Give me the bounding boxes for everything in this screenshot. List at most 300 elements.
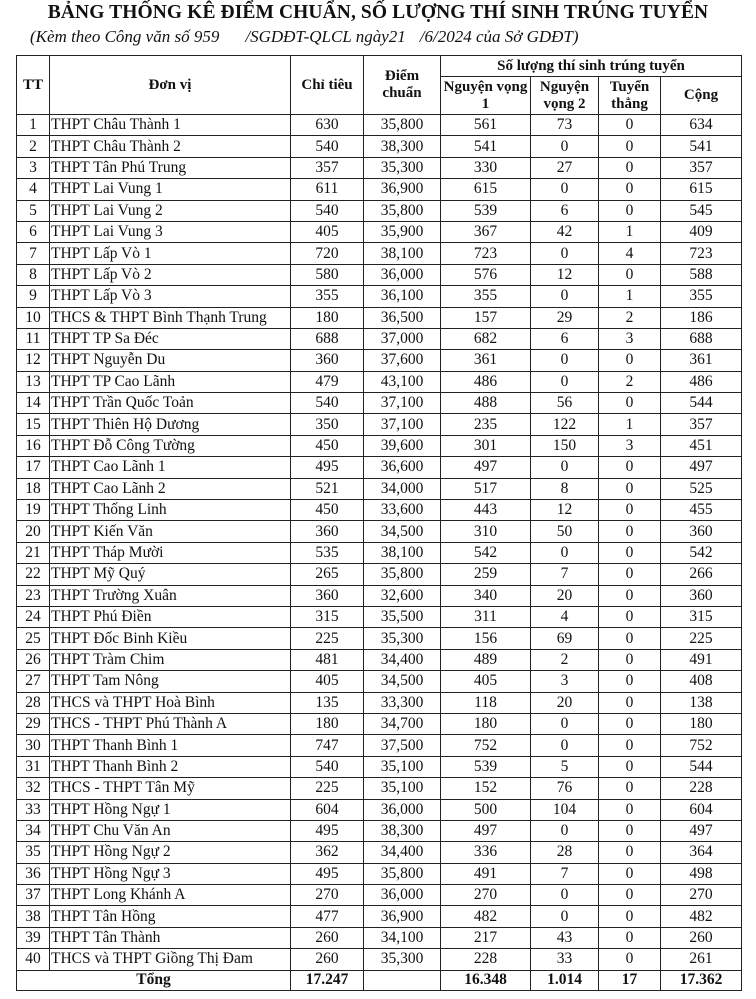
cell-nv1: 491 [441, 863, 531, 884]
cell-nv1: 497 [441, 457, 531, 478]
header-group-trung-tuyen: Số lượng thí sinh trúng tuyển [441, 56, 742, 77]
cell-nv2: 150 [531, 435, 599, 456]
cell-diem-chuan: 35,300 [364, 949, 441, 970]
cell-nv2: 33 [531, 949, 599, 970]
cell-tuyen-thang: 0 [599, 606, 661, 627]
cell-cong: 409 [661, 221, 742, 242]
table-row [17, 157, 742, 178]
total-label: Tổng [17, 970, 291, 990]
cell-don-vi: THPT Thanh Bình 1 [50, 735, 291, 756]
cell-nv2: 8 [531, 478, 599, 499]
cell-nv2: 0 [531, 735, 599, 756]
cell-nv1: 443 [441, 500, 531, 521]
table-row [17, 863, 742, 884]
cell-nv2: 20 [531, 692, 599, 713]
table-row [17, 435, 742, 456]
cell-cong: 266 [661, 564, 742, 585]
cell-nv2: 4 [531, 606, 599, 627]
cell-don-vi: THPT Tân Phú Trung [50, 157, 291, 178]
table-row [17, 628, 742, 649]
cell-diem-chuan: 39,600 [364, 435, 441, 456]
cell-don-vi: THPT Hồng Ngự 3 [50, 863, 291, 884]
cell-don-vi: THPT Tam Nông [50, 671, 291, 692]
cell-nv1: 486 [441, 371, 531, 392]
cell-tuyen-thang: 0 [599, 200, 661, 221]
cell-tuyen-thang: 0 [599, 115, 661, 136]
cell-diem-chuan: 37,100 [364, 393, 441, 414]
cell-tt: 21 [17, 542, 50, 563]
cell-cong: 225 [661, 628, 742, 649]
cell-nv1: 615 [441, 179, 531, 200]
cell-nv1: 752 [441, 735, 531, 756]
header-tuyen-thang-label: Tuyển thẳng [609, 78, 650, 112]
cell-don-vi: THPT Hồng Ngự 1 [50, 799, 291, 820]
cell-nv2: 12 [531, 264, 599, 285]
cell-cong: 544 [661, 393, 742, 414]
cell-tuyen-thang: 0 [599, 457, 661, 478]
cell-nv1: 361 [441, 350, 531, 371]
cell-tuyen-thang: 0 [599, 671, 661, 692]
cell-diem-chuan: 35,500 [364, 606, 441, 627]
cell-don-vi: THCS và THPT Hoà Bình [50, 692, 291, 713]
cell-chi-tieu: 225 [291, 628, 364, 649]
cell-cong: 270 [661, 885, 742, 906]
cell-don-vi: THPT Lấp Vò 1 [50, 243, 291, 264]
cell-tt: 17 [17, 457, 50, 478]
table-row [17, 500, 742, 521]
cell-nv2: 0 [531, 457, 599, 478]
cell-tuyen-thang: 0 [599, 949, 661, 970]
cell-tuyen-thang: 0 [599, 778, 661, 799]
cell-tt: 38 [17, 906, 50, 927]
cell-nv1: 157 [441, 307, 531, 328]
cell-nv2: 28 [531, 842, 599, 863]
cell-cong: 544 [661, 756, 742, 777]
cell-cong: 497 [661, 820, 742, 841]
cell-diem-chuan: 38,100 [364, 542, 441, 563]
cell-diem-chuan: 36,000 [364, 264, 441, 285]
cell-diem-chuan: 34,700 [364, 713, 441, 734]
cell-cong: 186 [661, 307, 742, 328]
cell-don-vi: THPT Lai Vung 1 [50, 179, 291, 200]
cell-nv2: 27 [531, 157, 599, 178]
cell-chi-tieu: 350 [291, 414, 364, 435]
cell-tuyen-thang: 0 [599, 820, 661, 841]
cell-diem-chuan: 36,000 [364, 799, 441, 820]
admission-stats-table [16, 55, 742, 991]
cell-chi-tieu: 540 [291, 756, 364, 777]
cell-diem-chuan: 34,400 [364, 842, 441, 863]
cell-nv1: 310 [441, 521, 531, 542]
table-row [17, 542, 742, 563]
table-row [17, 649, 742, 670]
cell-cong: 482 [661, 906, 742, 927]
cell-cong: 357 [661, 414, 742, 435]
cell-tuyen-thang: 1 [599, 286, 661, 307]
cell-chi-tieu: 260 [291, 927, 364, 948]
cell-chi-tieu: 360 [291, 521, 364, 542]
cell-diem-chuan: 35,800 [364, 200, 441, 221]
cell-nv2: 0 [531, 371, 599, 392]
cell-tuyen-thang: 1 [599, 414, 661, 435]
cell-tt: 32 [17, 778, 50, 799]
cell-nv2: 0 [531, 820, 599, 841]
cell-nv1: 539 [441, 200, 531, 221]
cell-nv1: 235 [441, 414, 531, 435]
cell-don-vi: THCS - THPT Tân Mỹ [50, 778, 291, 799]
cell-tt: 26 [17, 649, 50, 670]
cell-nv2: 50 [531, 521, 599, 542]
cell-tuyen-thang: 0 [599, 179, 661, 200]
total-cong: 17.362 [661, 970, 742, 990]
header-nv1-label: Nguyện vọng 1 [443, 78, 528, 112]
cell-nv1: 217 [441, 927, 531, 948]
table-row [17, 842, 742, 863]
cell-cong: 228 [661, 778, 742, 799]
cell-diem-chuan: 37,100 [364, 414, 441, 435]
cell-nv1: 488 [441, 393, 531, 414]
cell-diem-chuan: 36,900 [364, 179, 441, 200]
cell-nv2: 2 [531, 649, 599, 670]
cell-tt: 19 [17, 500, 50, 521]
cell-nv2: 104 [531, 799, 599, 820]
cell-nv1: 259 [441, 564, 531, 585]
cell-nv1: 482 [441, 906, 531, 927]
cell-tt: 29 [17, 713, 50, 734]
cell-don-vi: THPT Trần Quốc Toản [50, 393, 291, 414]
cell-tt: 8 [17, 264, 50, 285]
cell-cong: 752 [661, 735, 742, 756]
cell-tt: 23 [17, 585, 50, 606]
cell-nv2: 0 [531, 906, 599, 927]
cell-don-vi: THPT Đốc Binh Kiều [50, 628, 291, 649]
cell-chi-tieu: 495 [291, 863, 364, 884]
cell-chi-tieu: 630 [291, 115, 364, 136]
cell-cong: 634 [661, 115, 742, 136]
cell-chi-tieu: 540 [291, 136, 364, 157]
cell-chi-tieu: 450 [291, 435, 364, 456]
table-row [17, 564, 742, 585]
table-row [17, 115, 742, 136]
cell-tt: 20 [17, 521, 50, 542]
cell-tuyen-thang: 3 [599, 435, 661, 456]
cell-cong: 360 [661, 585, 742, 606]
cell-chi-tieu: 611 [291, 179, 364, 200]
total-nv2: 1.014 [531, 970, 599, 990]
cell-chi-tieu: 495 [291, 457, 364, 478]
cell-chi-tieu: 540 [291, 393, 364, 414]
cell-diem-chuan: 38,100 [364, 243, 441, 264]
cell-nv2: 76 [531, 778, 599, 799]
cell-tuyen-thang: 4 [599, 243, 661, 264]
cell-nv1: 541 [441, 136, 531, 157]
cell-tt: 39 [17, 927, 50, 948]
cell-tt: 12 [17, 350, 50, 371]
table-row [17, 927, 742, 948]
cell-diem-chuan: 33,600 [364, 500, 441, 521]
cell-nv2: 0 [531, 243, 599, 264]
cell-nv2: 0 [531, 542, 599, 563]
cell-cong: 355 [661, 286, 742, 307]
cell-nv2: 73 [531, 115, 599, 136]
cell-tt: 25 [17, 628, 50, 649]
cell-diem-chuan: 37,000 [364, 328, 441, 349]
cell-cong: 180 [661, 713, 742, 734]
cell-nv2: 56 [531, 393, 599, 414]
cell-nv2: 43 [531, 927, 599, 948]
cell-tt: 7 [17, 243, 50, 264]
cell-don-vi: THPT Thanh Bình 2 [50, 756, 291, 777]
cell-nv2: 42 [531, 221, 599, 242]
document-title: BẢNG THỐNG KÊ ĐIỂM CHUẨN, SỐ LƯỢNG THÍ SINH TRÚNG TUYỂN [47, 2, 709, 23]
table-row [17, 606, 742, 627]
cell-nv2: 12 [531, 500, 599, 521]
cell-tuyen-thang: 2 [599, 307, 661, 328]
table-row [17, 820, 742, 841]
table-row [17, 799, 742, 820]
cell-nv1: 682 [441, 328, 531, 349]
table-row [17, 286, 742, 307]
cell-diem-chuan: 35,100 [364, 778, 441, 799]
cell-tuyen-thang: 0 [599, 628, 661, 649]
cell-tt: 5 [17, 200, 50, 221]
cell-chi-tieu: 450 [291, 500, 364, 521]
cell-cong: 260 [661, 927, 742, 948]
cell-tuyen-thang: 0 [599, 842, 661, 863]
cell-cong: 455 [661, 500, 742, 521]
cell-tt: 2 [17, 136, 50, 157]
cell-cong: 688 [661, 328, 742, 349]
cell-tt: 14 [17, 393, 50, 414]
cell-don-vi: THCS - THPT Phú Thành A [50, 713, 291, 734]
cell-cong: 491 [661, 649, 742, 670]
cell-nv1: 156 [441, 628, 531, 649]
cell-cong: 498 [661, 863, 742, 884]
cell-don-vi: THPT Thống Linh [50, 500, 291, 521]
cell-nv1: 539 [441, 756, 531, 777]
cell-nv2: 20 [531, 585, 599, 606]
cell-diem-chuan: 36,900 [364, 906, 441, 927]
cell-diem-chuan: 43,100 [364, 371, 441, 392]
cell-tt: 28 [17, 692, 50, 713]
cell-chi-tieu: 315 [291, 606, 364, 627]
cell-nv2: 0 [531, 286, 599, 307]
cell-nv1: 542 [441, 542, 531, 563]
cell-tuyen-thang: 0 [599, 927, 661, 948]
cell-cong: 138 [661, 692, 742, 713]
table-row [17, 264, 742, 285]
header-cong: Cộng [661, 77, 742, 115]
table-row [17, 200, 742, 221]
cell-nv1: 517 [441, 478, 531, 499]
cell-nv2: 0 [531, 179, 599, 200]
table-row [17, 221, 742, 242]
cell-tt: 10 [17, 307, 50, 328]
cell-diem-chuan: 32,600 [364, 585, 441, 606]
header-chi-tieu: Chỉ tiêu [291, 56, 364, 115]
cell-tuyen-thang: 0 [599, 649, 661, 670]
cell-tuyen-thang: 0 [599, 863, 661, 884]
cell-tt: 36 [17, 863, 50, 884]
cell-chi-tieu: 360 [291, 350, 364, 371]
table-row [17, 906, 742, 927]
cell-nv1: 330 [441, 157, 531, 178]
total-chi-tieu: 17.247 [291, 970, 364, 990]
cell-tuyen-thang: 0 [599, 713, 661, 734]
table-row [17, 585, 742, 606]
cell-nv1: 723 [441, 243, 531, 264]
header-nv2 [531, 77, 599, 115]
cell-cong: 545 [661, 200, 742, 221]
header-tt: TT [17, 56, 50, 115]
cell-tt: 22 [17, 564, 50, 585]
total-nv1: 16.348 [441, 970, 531, 990]
cell-don-vi: THPT Đỗ Công Tường [50, 435, 291, 456]
cell-diem-chuan: 35,900 [364, 221, 441, 242]
cell-don-vi: THPT Thiên Hộ Dương [50, 414, 291, 435]
cell-don-vi: THPT Tràm Chim [50, 649, 291, 670]
header-diem-chuan-label: Điểm chuẩn [382, 68, 422, 101]
cell-don-vi: THPT Phú Điền [50, 606, 291, 627]
cell-nv1: 355 [441, 286, 531, 307]
cell-tuyen-thang: 0 [599, 585, 661, 606]
table-row [17, 371, 742, 392]
cell-chi-tieu: 357 [291, 157, 364, 178]
cell-tuyen-thang: 0 [599, 692, 661, 713]
cell-chi-tieu: 180 [291, 307, 364, 328]
cell-tuyen-thang: 0 [599, 885, 661, 906]
table-row [17, 949, 742, 970]
table-row [17, 885, 742, 906]
header-diem-chuan [364, 56, 441, 115]
table-row [17, 521, 742, 542]
cell-don-vi: THPT Cao Lãnh 1 [50, 457, 291, 478]
cell-cong: 361 [661, 350, 742, 371]
cell-nv1: 367 [441, 221, 531, 242]
cell-cong: 315 [661, 606, 742, 627]
cell-don-vi: THPT Cao Lãnh 2 [50, 478, 291, 499]
cell-chi-tieu: 265 [291, 564, 364, 585]
cell-chi-tieu: 405 [291, 221, 364, 242]
table-row [17, 692, 742, 713]
cell-tuyen-thang: 0 [599, 264, 661, 285]
cell-diem-chuan: 34,500 [364, 521, 441, 542]
cell-chi-tieu: 225 [291, 778, 364, 799]
cell-nv2: 3 [531, 671, 599, 692]
total-tuyen-thang: 17 [599, 970, 661, 990]
cell-diem-chuan: 35,800 [364, 115, 441, 136]
cell-tt: 34 [17, 820, 50, 841]
cell-cong: 588 [661, 264, 742, 285]
cell-cong: 541 [661, 136, 742, 157]
cell-don-vi: THPT Châu Thành 1 [50, 115, 291, 136]
cell-nv2: 0 [531, 136, 599, 157]
cell-don-vi: THPT TP Cao Lãnh [50, 371, 291, 392]
cell-chi-tieu: 270 [291, 885, 364, 906]
cell-chi-tieu: 481 [291, 649, 364, 670]
cell-diem-chuan: 36,500 [364, 307, 441, 328]
document-subtitle [30, 27, 579, 47]
cell-cong: 723 [661, 243, 742, 264]
cell-tt: 16 [17, 435, 50, 456]
cell-nv2: 0 [531, 350, 599, 371]
cell-diem-chuan: 36,600 [364, 457, 441, 478]
cell-cong: 364 [661, 842, 742, 863]
cell-nv1: 340 [441, 585, 531, 606]
cell-diem-chuan: 35,800 [364, 863, 441, 884]
cell-nv2: 5 [531, 756, 599, 777]
cell-nv1: 301 [441, 435, 531, 456]
cell-nv2: 122 [531, 414, 599, 435]
cell-nv1: 576 [441, 264, 531, 285]
table-row [17, 478, 742, 499]
cell-cong: 604 [661, 799, 742, 820]
cell-don-vi: THPT Kiến Văn [50, 521, 291, 542]
cell-don-vi: THPT Hồng Ngự 2 [50, 842, 291, 863]
table-row [17, 307, 742, 328]
cell-chi-tieu: 135 [291, 692, 364, 713]
cell-nv1: 270 [441, 885, 531, 906]
cell-tuyen-thang: 0 [599, 735, 661, 756]
cell-cong: 615 [661, 179, 742, 200]
table-row [17, 328, 742, 349]
cell-tuyen-thang: 3 [599, 328, 661, 349]
subtitle-part-3: /6/2024 của Sở GDĐT) [419, 27, 579, 46]
table-row [17, 414, 742, 435]
table-row [17, 457, 742, 478]
cell-chi-tieu: 477 [291, 906, 364, 927]
cell-cong: 408 [661, 671, 742, 692]
cell-don-vi: THPT Trường Xuân [50, 585, 291, 606]
cell-diem-chuan: 36,100 [364, 286, 441, 307]
cell-don-vi: THCS và THPT Giồng Thị Đam [50, 949, 291, 970]
cell-nv2: 69 [531, 628, 599, 649]
cell-nv1: 336 [441, 842, 531, 863]
cell-tuyen-thang: 0 [599, 564, 661, 585]
cell-chi-tieu: 747 [291, 735, 364, 756]
cell-tuyen-thang: 0 [599, 799, 661, 820]
cell-chi-tieu: 355 [291, 286, 364, 307]
cell-don-vi: THPT Tân Hồng [50, 906, 291, 927]
cell-cong: 525 [661, 478, 742, 499]
cell-diem-chuan: 37,600 [364, 350, 441, 371]
cell-don-vi: THPT Lấp Vò 2 [50, 264, 291, 285]
cell-diem-chuan: 35,800 [364, 564, 441, 585]
cell-tt: 6 [17, 221, 50, 242]
cell-nv2: 6 [531, 200, 599, 221]
subtitle-part-1: (Kèm theo Công văn số 959 [30, 27, 220, 46]
cell-cong: 542 [661, 542, 742, 563]
cell-chi-tieu: 521 [291, 478, 364, 499]
cell-cong: 486 [661, 371, 742, 392]
cell-don-vi: THPT Mỹ Quý [50, 564, 291, 585]
cell-nv2: 7 [531, 863, 599, 884]
table-row [17, 136, 742, 157]
cell-tt: 24 [17, 606, 50, 627]
cell-don-vi: THPT Lấp Vò 3 [50, 286, 291, 307]
cell-chi-tieu: 688 [291, 328, 364, 349]
cell-chi-tieu: 540 [291, 200, 364, 221]
cell-chi-tieu: 405 [291, 671, 364, 692]
header-don-vi: Đơn vị [50, 56, 291, 115]
cell-tuyen-thang: 0 [599, 500, 661, 521]
cell-cong: 451 [661, 435, 742, 456]
header-nv1 [441, 77, 531, 115]
table-row [17, 671, 742, 692]
cell-don-vi: THPT Tân Thành [50, 927, 291, 948]
cell-don-vi: THPT Tháp Mười [50, 542, 291, 563]
cell-don-vi: THPT TP Sa Đéc [50, 328, 291, 349]
